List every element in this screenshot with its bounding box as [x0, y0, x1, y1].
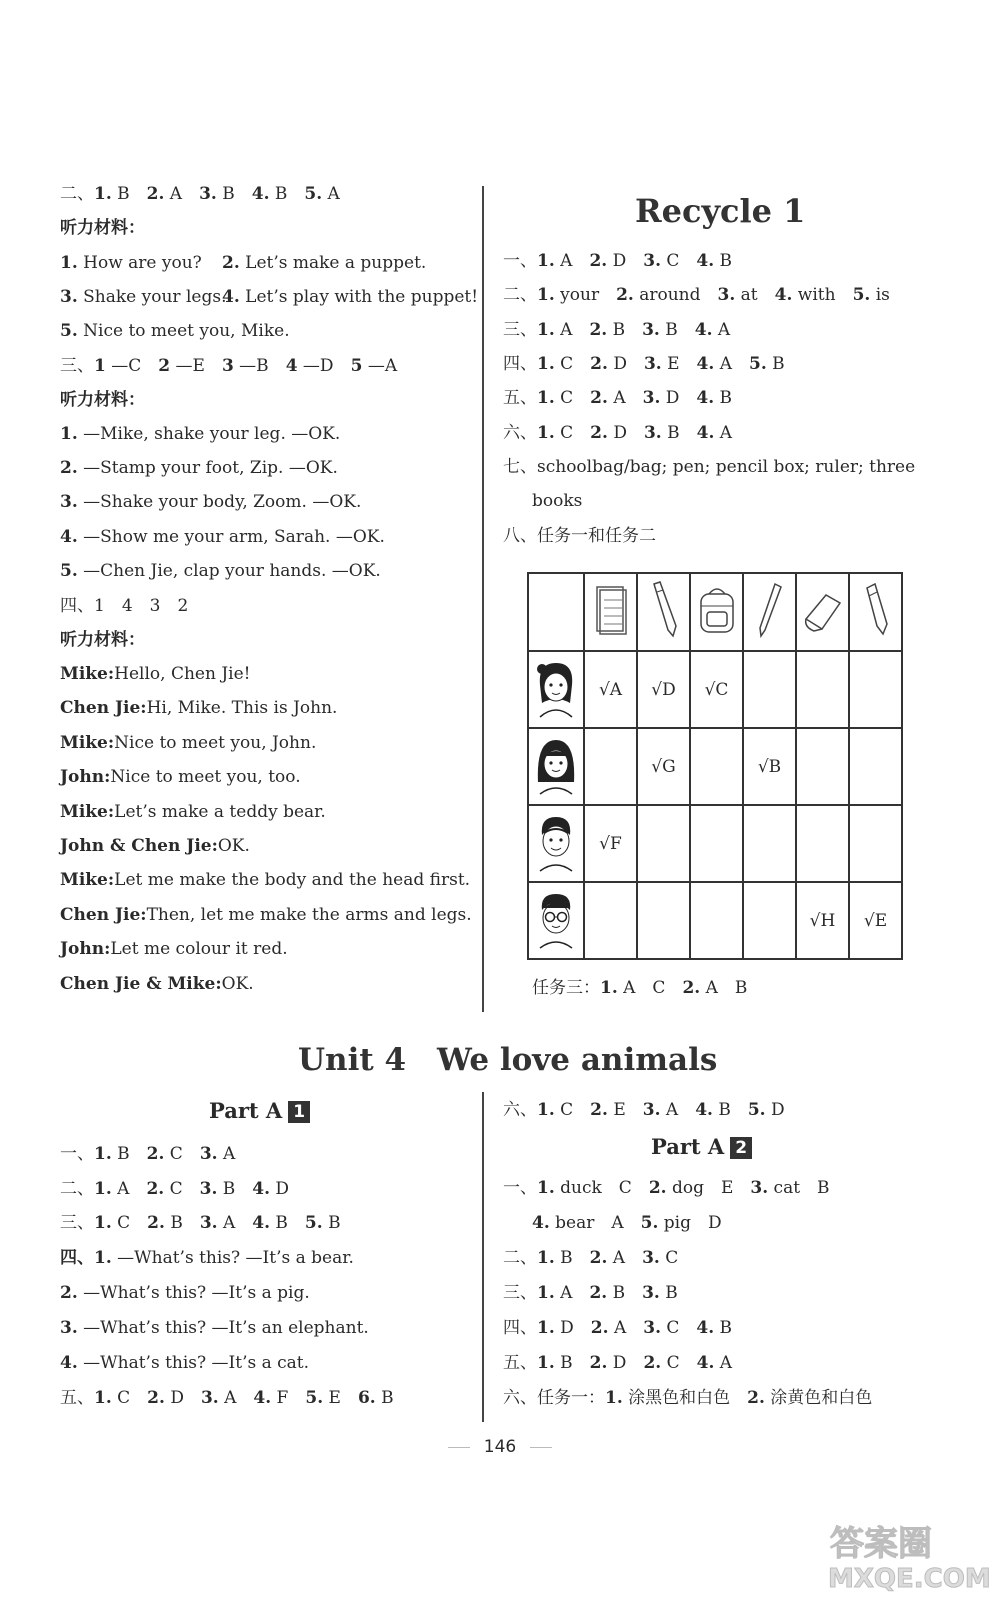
part-label: Part A	[651, 1134, 725, 1159]
boy-face-icon	[528, 805, 584, 882]
script-line: 四、1. —What’s this? —It’s a bear.	[60, 1248, 354, 1268]
answer-line: 4. bear A 5. pig D	[532, 1213, 722, 1233]
crayon-icon	[849, 573, 902, 651]
part-number-badge: 2	[730, 1137, 752, 1159]
grid-cell	[743, 882, 796, 959]
girl-face-icon	[528, 728, 584, 805]
answer-line: 三、1. C 2. B 3. A 4. B 5. B	[60, 1213, 341, 1233]
answer-line: 三、1. A 2. B 3. B	[503, 1283, 678, 1303]
grid-row	[528, 651, 902, 728]
boy-glasses-face-icon	[528, 882, 584, 959]
watermark-logo	[826, 1515, 994, 1593]
answer-line: 二、1. B 2. A 3. B 4. B 5. A	[60, 184, 340, 204]
pencil-icon	[743, 573, 796, 651]
script-line: 2. —What’s this? —It’s a pig.	[60, 1283, 310, 1303]
dialogue-line: John:Nice to meet you, too.	[60, 767, 301, 788]
answer-line: 一、1. duck C 2. dog E 3. cat B	[503, 1178, 830, 1198]
grid-cell: √B	[743, 728, 796, 805]
answer-line: 五、1. C 2. A 3. D 4. B	[503, 388, 733, 409]
answer-line: 一、1. A 2. D 3. C 4. B	[503, 251, 733, 271]
answer-line: 任务三：1. A C 2. A B	[532, 978, 748, 998]
dialogue-line: Mike:Let me make the body and the head first.	[60, 870, 471, 891]
grid-cell	[637, 882, 690, 959]
part-number-badge: 1	[288, 1101, 310, 1123]
part-heading	[209, 1098, 310, 1123]
grid-cell: √E	[849, 882, 902, 959]
script-line: 2. Let’s make a puppet.	[222, 253, 427, 273]
script-line: 4. —Show me your arm, Sarah. —OK.	[60, 527, 385, 547]
grid-cell	[743, 651, 796, 728]
answer-line: 四、1 4 3 2	[60, 596, 189, 616]
dialogue-line: Mike:Let’s make a teddy bear.	[60, 801, 326, 822]
dialogue-line: John:Let me colour it red.	[60, 939, 288, 960]
answer-line: 五、1. C 2. D 3. A 4. F 5. E 6. B	[60, 1388, 394, 1408]
answer-line: 二、1. A 2. C 3. B 4. D	[60, 1178, 290, 1199]
girl-face-icon	[528, 651, 584, 728]
script-line: 1. How are you?	[60, 253, 202, 273]
script-line: 5. —Chen Jie, clap your hands. —OK.	[60, 561, 381, 581]
grid-row	[528, 805, 902, 882]
answer-line: 六、任务一：1. 涂黑色和白色 2. 涂黄色和白色	[503, 1388, 873, 1408]
answer-line: 七、schoolbag/bag; pen; pencil box; ruler; three	[503, 457, 916, 477]
eraser-icon	[796, 573, 849, 651]
script-line: 3. Shake your legs.	[60, 287, 227, 307]
listening-label: 听力材料：	[60, 630, 145, 650]
script-line: 1. —Mike, shake your leg. —OK.	[60, 424, 341, 444]
answer-line: 八、任务一和任务二	[503, 526, 656, 546]
grid-cell: √D	[637, 651, 690, 728]
grid-cell	[796, 728, 849, 805]
grid-cell: √H	[796, 882, 849, 959]
grid-cell: √C	[690, 651, 743, 728]
part-heading	[651, 1134, 752, 1159]
grid-corner-cell	[528, 573, 584, 651]
answer-line: 二、1. B 2. A 3. C	[503, 1248, 679, 1268]
dialogue-line: Mike:Nice to meet you, John.	[60, 732, 317, 753]
grid-cell	[743, 805, 796, 882]
script-line: 4. Let’s play with the puppet!	[222, 287, 479, 307]
grid-cell	[796, 805, 849, 882]
part-label: Part A	[209, 1098, 283, 1123]
watermark-text: MXQE.COM	[828, 1564, 991, 1593]
section-title: Recycle 1	[635, 192, 806, 230]
answer-line: 六、1. C 2. E 3. A 4. B 5. D	[503, 1100, 785, 1120]
answer-line: 六、1. C 2. D 3. B 4. A	[503, 422, 733, 443]
watermark-text: 答案圈	[830, 1524, 932, 1564]
column-divider	[482, 1092, 484, 1422]
unit-title: Unit 4 We love animals	[298, 1042, 718, 1078]
page-number-text: 146	[483, 1437, 517, 1457]
column-divider	[482, 186, 484, 1012]
grid-cell	[584, 882, 637, 959]
grid-cell	[849, 805, 902, 882]
task-grid	[527, 572, 903, 960]
grid-row	[528, 728, 902, 805]
answer-line: 四、1. D 2. A 3. C 4. B	[503, 1318, 733, 1338]
grid-cell	[584, 728, 637, 805]
answer-line: 三、1. A 2. B 3. B 4. A	[503, 319, 731, 340]
grid-cell	[849, 728, 902, 805]
dialogue-line: Chen Jie:Hi, Mike. This is John.	[60, 698, 338, 719]
grid-cell: √F	[584, 805, 637, 882]
grid-cell	[849, 651, 902, 728]
grid-header-row	[528, 573, 902, 651]
pen-icon	[637, 573, 690, 651]
grid-cell: √G	[637, 728, 690, 805]
dialogue-line: Chen Jie & Mike:OK.	[60, 973, 254, 994]
script-line: 5. Nice to meet you, Mike.	[60, 321, 290, 341]
grid-cell	[690, 805, 743, 882]
grid-cell: √A	[584, 651, 637, 728]
grid-row	[528, 882, 902, 959]
grid-cell	[796, 651, 849, 728]
answer-line: books	[532, 491, 583, 511]
grid-cell	[690, 882, 743, 959]
dialogue-line: Mike:Hello, Chen Jie!	[60, 664, 251, 684]
grid-cell	[637, 805, 690, 882]
answer-line: 一、1. B 2. C 3. A	[60, 1144, 236, 1164]
script-line: 2. —Stamp your foot, Zip. —OK.	[60, 458, 338, 478]
script-line: 3. —Shake your body, Zoom. —OK.	[60, 492, 362, 512]
listening-label: 听力材料：	[60, 218, 145, 238]
grid-cell	[690, 728, 743, 805]
dialogue-line: Chen Jie:Then, let me make the arms and legs.	[60, 904, 472, 925]
notebook-icon	[584, 573, 637, 651]
page-number	[0, 1437, 1000, 1457]
dialogue-line: John & Chen Jie:OK.	[60, 836, 250, 856]
answer-line: 三、1 —C 2 —E 3 —B 4 —D 5 —A	[60, 356, 398, 376]
script-line: 3. —What’s this? —It’s an elephant.	[60, 1318, 369, 1338]
answer-line: 四、1. C 2. D 3. E 4. A 5. B	[503, 353, 785, 374]
schoolbag-icon	[690, 573, 743, 651]
answer-line: 五、1. B 2. D 2. C 4. A	[503, 1353, 733, 1373]
listening-label: 听力材料：	[60, 390, 145, 410]
script-line: 4. —What’s this? —It’s a cat.	[60, 1353, 310, 1373]
answer-line: 二、1. your 2. around 3. at 4. with 5. is	[503, 285, 890, 306]
